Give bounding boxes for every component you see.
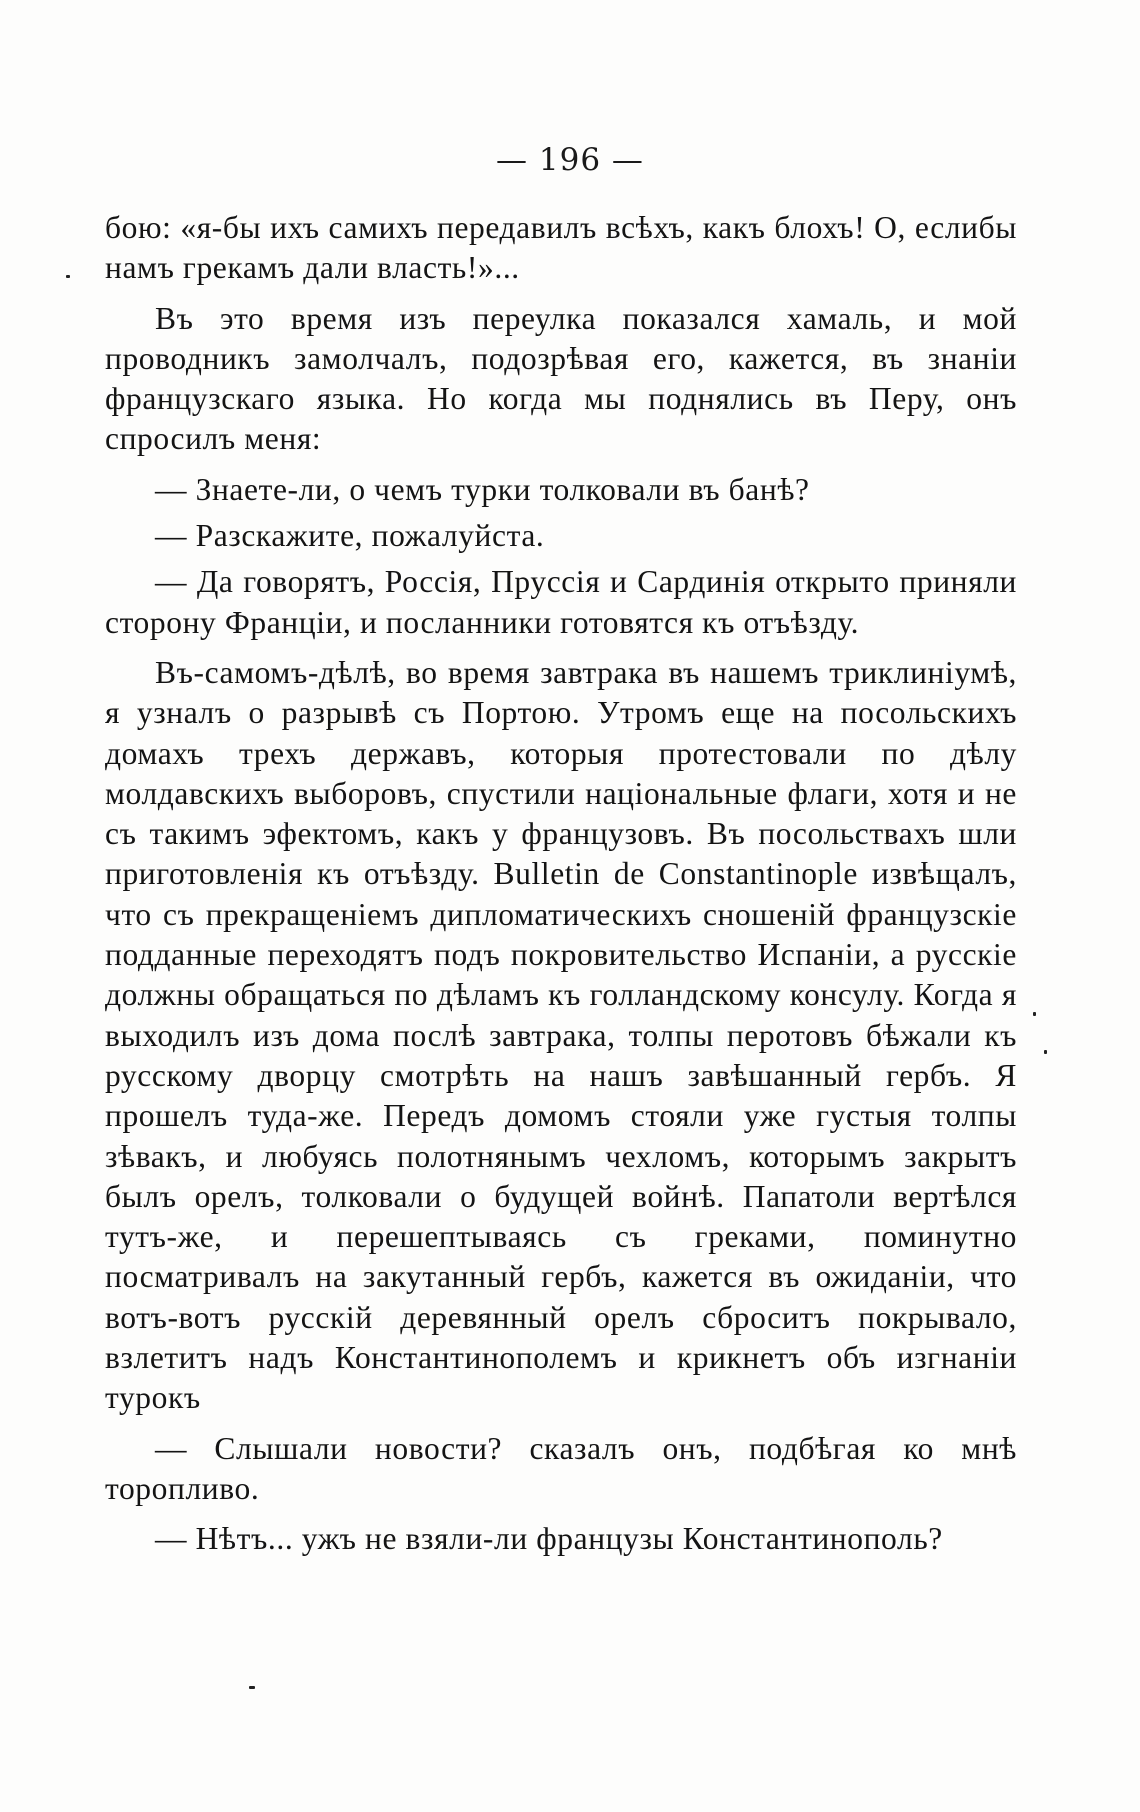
scan-speck (66, 275, 70, 278)
dialogue-line: — Разскажите, пожалуйста. (155, 518, 545, 554)
dialogue-line: — Да говорятъ, Россія, Пруссія и Сардинія открыто приняли сторону Франціи, и посланники готовятся къ отъѣзду. (105, 564, 1017, 640)
body-text (105, 208, 1017, 1570)
paragraph-narration: Въ это время изъ переулка показался хамаль, и мой проводникъ замолчалъ, подозрѣвая его, кажется, въ знаніи французскаго языка. Но когда мы поднялись въ Перу, онъ спросилъ меня: (105, 300, 1017, 457)
scan-speck (1033, 1012, 1036, 1016)
paragraph-continuation: бою: «я-бы ихъ самихъ передавилъ всѣхъ, какъ блохъ! О, еслибы намъ грекамъ дали власть!»... (105, 210, 1017, 286)
scan-speck (1044, 1050, 1047, 1054)
dialogue-line: — Слышали новости? сказалъ онъ, подбѣгая ко мнѣ торопливо. (105, 1430, 1017, 1506)
paragraph-narration: Въ-самомъ-дѣлѣ, во время завтрака въ нашемъ триклиніумѣ, я узналъ о разрывѣ съ Портою. Утромъ еще на посольскихъ домахъ трехъ державъ, которыя протестовали по дѣлу молдавскихъ выборовъ, спустили національные флаги, хотя и не съ такимъ эфектомъ, какъ у французовъ. Въ посольствахъ шли приготовленія къ отъѣзду. Bulletin de Constantinople извѣщалъ, что съ прекращеніемъ дипломатическихъ сношеній французскіе подданные переходятъ подъ покровительство Испаніи, а русскіе должны обращаться по дѣламъ къ голландскому консулу. Когда я выходилъ изъ дома послѣ завтрака, толпы перотовъ бѣжали къ русскому дворцу смотрѣть на нашъ завѣшанный гербъ. Я прошелъ туда-же. Передъ домомъ стояли уже густыя толпы зѣвакъ, и любуясь полотнянымъ чехломъ, которымъ закрытъ былъ орелъ, толковали о будущей войнѣ. Папатоли вертѣлся тутъ-же, и перешептываясь съ греками, поминутно посматривалъ на закутанный гербъ, кажется въ ожиданіи, что вотъ-вотъ русскій деревянный орелъ сброситъ покрывало, взлетитъ надъ Константинополемъ и крикнетъ объ изгнаніи турокъ (105, 654, 1017, 1416)
dialogue-line: — Знаете-ли, о чемъ турки толковали въ банѣ? (155, 471, 810, 507)
scan-speck (249, 1686, 255, 1689)
dialogue-line: — Нѣтъ... ужъ не взяли-ли французы Константинополь? (155, 1521, 943, 1557)
page-number: — 196 — (496, 142, 644, 178)
